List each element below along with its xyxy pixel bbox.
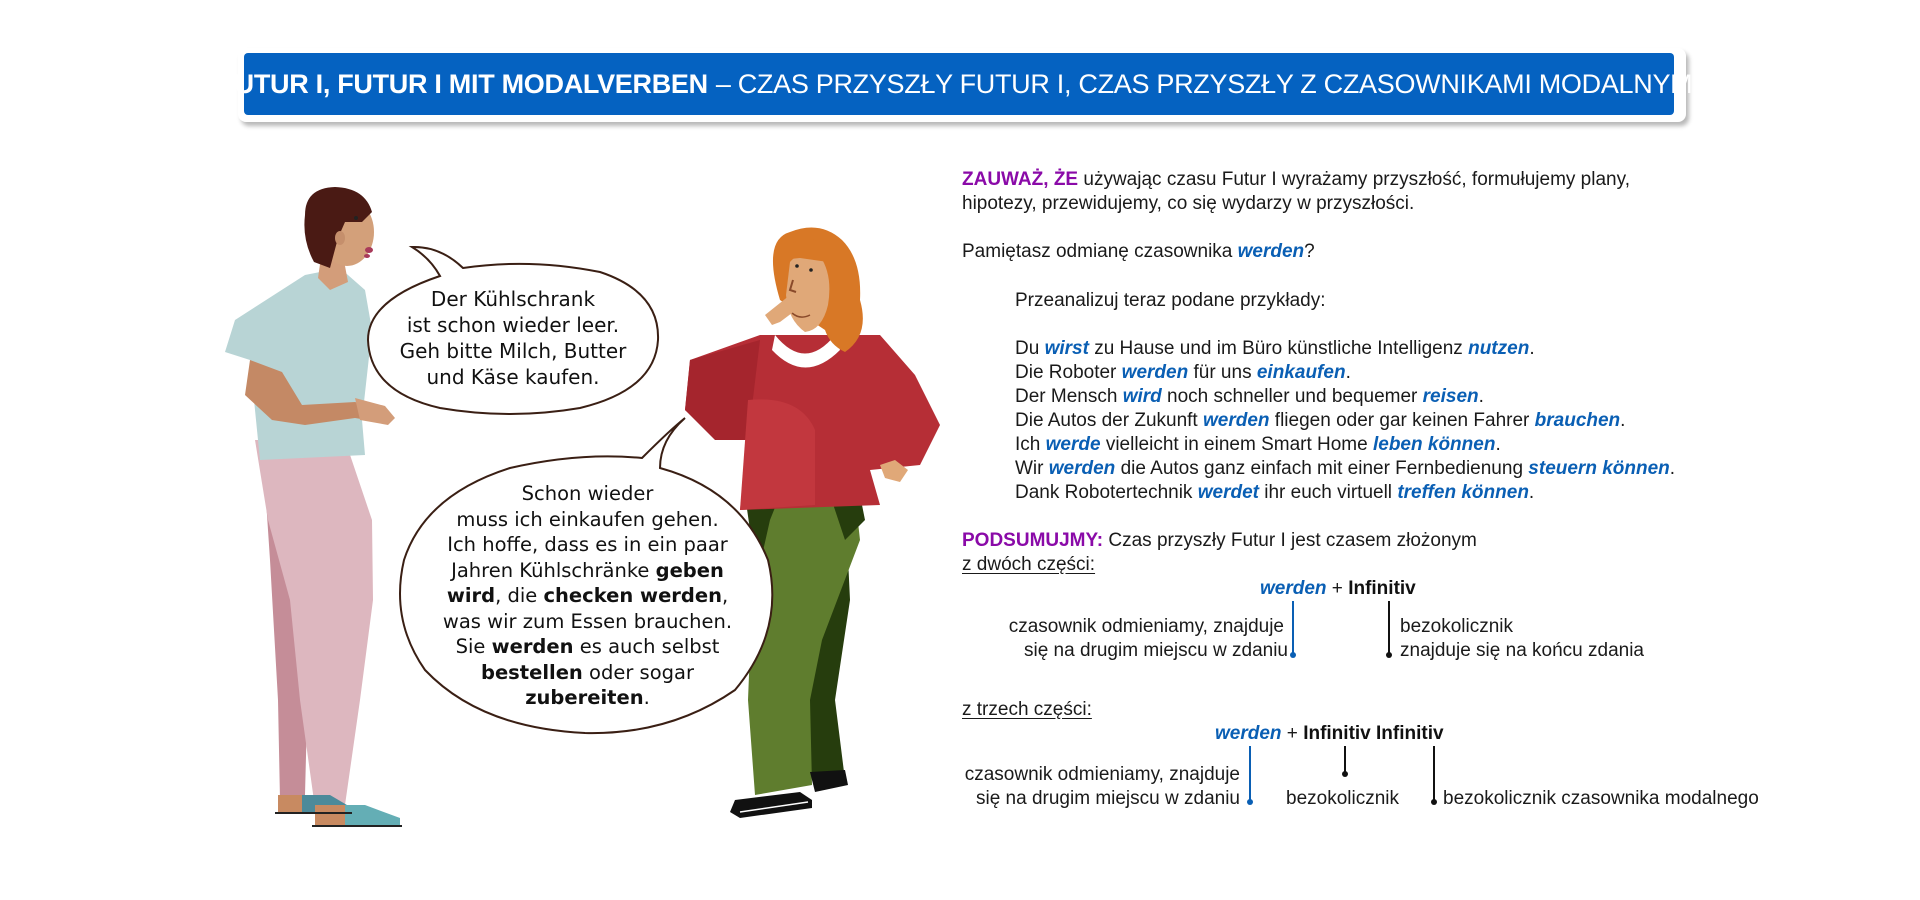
bubble-line: Sie werden es auch selbst [455,635,720,658]
three-parts-formula: werden + Infinitiv Infinitiv [1215,723,1444,744]
three-parts-right-label: bezokolicznik czasownika modalnego [1443,788,1759,809]
connector-dot [1342,771,1348,777]
bubble-line: Schon wieder [521,482,654,505]
bold-verb: werden [491,635,574,658]
example-item: Ich werde vielleicht in einem Smart Home leben können. [1015,434,1501,455]
bubble-line: und Käse kaufen. [426,365,600,389]
example-item: Dank Robotertechnik werdet ihr euch virtuell treffen können. [1015,482,1535,503]
bold-verb: wird [446,584,496,607]
connector-dot [1431,799,1437,805]
intro-line-2: hipotezy, przewidujemy, co się wydarzy w przyszłości. [962,193,1415,214]
two-parts-right-label-1: bezokolicznik [1400,616,1513,637]
bubble-line: Ich hoffe, dass es in ein paar [447,533,728,556]
connector-werden [1249,746,1251,802]
example-item: Du wirst zu Hause und im Büro künstliche Intelligenz nutzen. [1015,338,1535,359]
example-item: Die Autos der Zukunft werden fliegen oder gar keinen Fahrer brauchen. [1015,410,1626,431]
speech-bubble-1-text [378,286,648,390]
connector-dot [1247,799,1253,805]
bubble-line: Jahren Kühlschränke geben [451,558,724,582]
bold-verb: bestellen [481,660,583,684]
two-parts-heading: z dwóch części: [962,554,1096,575]
werden-question: Pamiętasz odmianę czasownika werden? [962,241,1315,262]
bubble-line: ist schon wieder leer. [406,313,620,337]
example-item: Wir werden die Autos ganz einfach mit einer Fernbedienung steuern können. [1015,458,1676,479]
three-parts-heading: z trzech części: [962,699,1092,720]
examples-heading: Przeanalizuj teraz podane przykłady: [1015,290,1326,311]
highlight-verb: werden [1237,241,1305,262]
example-item: Der Mensch wird noch schneller und bequemer reisen. [1015,386,1484,407]
intro-line-1: ZAUWAŻ, ŻE używając czasu Futur I wyrażamy przyszłość, formułujemy plany, [962,169,1630,190]
bubble-line: bestellen oder sogar [481,660,694,684]
connector-dot [1386,652,1392,658]
bubble-line: was wir zum Essen brauchen. [442,609,733,633]
bubble-line: Der Kühlschrank [430,287,596,311]
intro-label: ZAUWAŻ, ŻE [962,169,1079,190]
two-parts-left-label-2: się na drugim miejscu w zdaniu [1023,640,1288,661]
speech-bubble-2-text [410,481,765,711]
two-parts-left-label-1: czasownik odmieniamy, znajduje [1008,616,1284,637]
bubble-line: zubereiten. [525,686,650,709]
example-item: Die Roboter werden für uns einkaufen. [1015,362,1351,383]
title-subtitle: – CZAS PRZYSZŁY FUTUR I, CZAS PRZYSZŁY Z CZASOWNIKAMI MODALNYMI [715,68,1700,99]
bubble-line: wird, die checken werden, [446,584,729,607]
woman-speaking-icon [225,187,402,826]
three-parts-middle-label: bezokolicznik [1286,788,1399,809]
summary-line: PODSUMUJMY: Czas przyszły Futur I jest czasem złożonym [962,530,1477,551]
three-parts-left-label-2: się na drugim miejscu w zdaniu [975,788,1240,809]
two-parts-right-label-2: znajduje się na końcu zdania [1400,640,1645,661]
two-parts-formula: werden + Infinitiv [1260,578,1416,599]
summary-label: PODSUMUJMY: [962,530,1104,551]
bubble-line: muss ich einkaufen gehen. [456,507,719,531]
connector-infinitiv [1388,601,1390,655]
bold-verb: geben [655,558,724,582]
connector-werden [1292,601,1294,655]
connector-infinitiv-2 [1433,746,1435,802]
bold-verb: checken werden [543,584,722,607]
three-parts-left-label-1: czasownik odmieniamy, znajduje [964,764,1240,785]
bold-verb: zubereiten [525,686,644,709]
bubble-line: Geh bitte Milch, Butter [399,339,627,363]
connector-infinitiv-1 [1344,746,1346,774]
title-bold: FUTUR I, FUTUR I MIT MODALVERBEN [218,68,708,99]
connector-dot [1290,652,1296,658]
